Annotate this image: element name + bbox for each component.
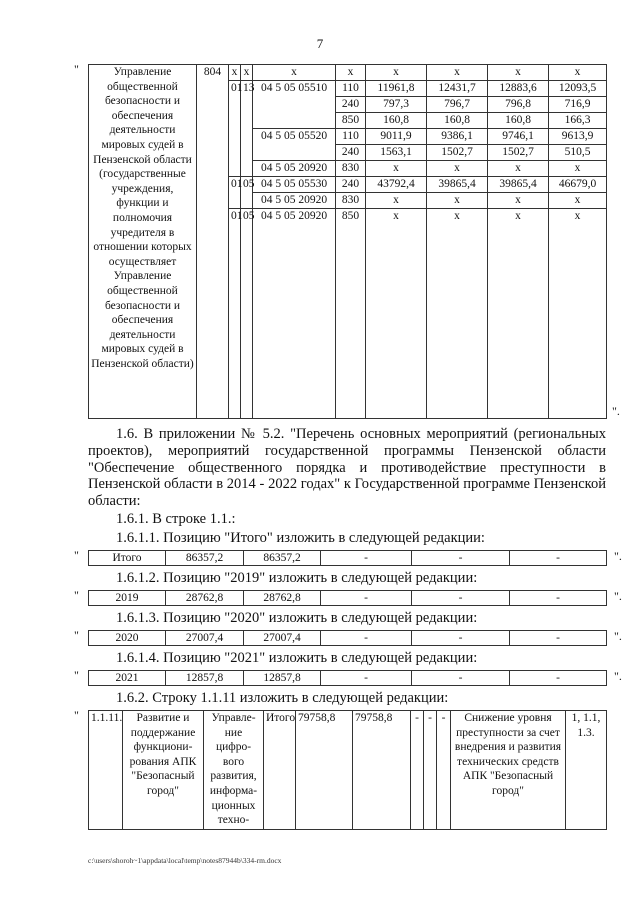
table-cell: x — [488, 193, 549, 209]
table-cell: x — [488, 65, 549, 81]
table-cell: 39865,4 — [488, 177, 549, 193]
table-row — [89, 711, 607, 830]
table-cell: 1502,7 — [427, 145, 488, 161]
table-row — [89, 671, 607, 686]
table-cell: 04 5 05 20920 — [253, 161, 336, 177]
table-cell: x — [229, 65, 241, 81]
table-cell: 11961,8 — [366, 81, 427, 97]
table-cell: Снижение уровня преступности за счет внедрения и развития технических средств АПК "Безопасный город" — [451, 711, 566, 830]
item-heading: 1.6.1.1. Позицию "Итого" изложить в следующей редакции: — [116, 530, 485, 546]
table-cell: 2021 — [89, 671, 166, 686]
paragraph-1-6-2: 1.6.2. Строку 1.1.11 изложить в следующей редакции: — [116, 690, 449, 706]
table-cell: 1563,1 — [366, 145, 427, 161]
row-1-1-11-table — [88, 710, 607, 830]
table-cell: - — [510, 551, 607, 566]
footer-file-path: c:\users\shoroh~1\appdata\local\temp\notes87944b\334-rm.docx — [88, 856, 282, 865]
paragraph-1-6: 1.6. В приложении № 5.2. "Перечень основных мероприятий (региональных проектов), мероприятий государственной программы Пензенской области "Обеспечение общественного порядка и противодействие преступности в Пензенской области в 2014 - 2022 годах" к Государственной программе Пензенской области: — [88, 426, 606, 510]
table-cell: 04 5 05 05510 — [253, 81, 336, 129]
table-cell: x — [427, 193, 488, 209]
table-cell: 04 5 05 20920 — [253, 209, 336, 419]
table-cell: 510,5 — [549, 145, 607, 161]
table-cell: x — [427, 161, 488, 177]
table-cell: - — [321, 591, 412, 606]
table-cell: - — [424, 711, 437, 830]
table-cell: x — [549, 161, 607, 177]
table-cell: 9386,1 — [427, 129, 488, 145]
close-quote: ". — [614, 629, 622, 643]
table-cell: 9613,9 — [549, 129, 607, 145]
table-cell: 160,8 — [488, 113, 549, 129]
open-quote: " — [74, 588, 79, 602]
table-cell: 830 — [336, 161, 366, 177]
table-cell: 01 — [229, 209, 241, 419]
table-cell: 05 — [241, 209, 253, 419]
table-cell: 804 — [197, 65, 229, 419]
table-cell: x — [336, 65, 366, 81]
table-cell: 01 — [229, 81, 241, 177]
table-cell: 850 — [336, 209, 366, 419]
close-quote: ". — [612, 404, 620, 418]
table-cell: - — [412, 551, 510, 566]
table-cell: 05 — [241, 177, 253, 209]
table-cell: 28762,8 — [166, 591, 244, 606]
open-quote: " — [74, 708, 79, 722]
table-cell: x — [241, 65, 253, 81]
table-cell: 28762,8 — [244, 591, 321, 606]
table-row — [89, 631, 607, 646]
table-cell: 110 — [336, 129, 366, 145]
table-cell: 12857,8 — [244, 671, 321, 686]
table-cell: Управле-ние цифро-вого развития, информа-ционных техно- — [204, 711, 264, 830]
table-cell: 1, 1.1, 1.3. — [566, 711, 607, 830]
table-cell: 39865,4 — [427, 177, 488, 193]
open-quote: " — [74, 668, 79, 682]
table-cell: 46679,0 — [549, 177, 607, 193]
table-cell: 79758,8 — [296, 711, 353, 830]
table-row — [89, 591, 607, 606]
table-cell: 86357,2 — [166, 551, 244, 566]
table-cell: - — [411, 711, 424, 830]
table-cell: x — [366, 209, 427, 419]
close-quote: ". — [614, 669, 622, 683]
table-cell: 2020 — [89, 631, 166, 646]
table-cell: - — [510, 591, 607, 606]
budget-table — [88, 64, 607, 419]
item-heading: 1.6.1.2. Позицию "2019" изложить в следующей редакции: — [116, 570, 478, 586]
table-cell: - — [412, 631, 510, 646]
table-cell: x — [549, 209, 607, 419]
table-cell: x — [253, 65, 336, 81]
table-row — [89, 551, 607, 566]
open-quote: " — [74, 548, 79, 562]
table-cell: 01 — [229, 177, 241, 209]
table-cell: - — [510, 631, 607, 646]
table-cell: 04 5 05 05520 — [253, 129, 336, 161]
table-cell: - — [412, 671, 510, 686]
table-cell: 12093,5 — [549, 81, 607, 97]
table-cell: 166,3 — [549, 113, 607, 129]
table-cell: 86357,2 — [244, 551, 321, 566]
table-cell: - — [321, 551, 412, 566]
table-cell: 1502,7 — [488, 145, 549, 161]
table-cell: - — [412, 591, 510, 606]
position-table — [88, 590, 607, 606]
table-cell: 110 — [336, 81, 366, 97]
table-cell: 850 — [336, 113, 366, 129]
table-cell: 79758,8 — [353, 711, 411, 830]
table-cell: x — [549, 193, 607, 209]
table-cell: 796,7 — [427, 97, 488, 113]
table-cell: - — [321, 671, 412, 686]
item-heading: 1.6.1.3. Позицию "2020" изложить в следующей редакции: — [116, 610, 478, 626]
table-cell: x — [427, 65, 488, 81]
table-cell: 160,8 — [366, 113, 427, 129]
table-cell: 160,8 — [427, 113, 488, 129]
table-cell: 12883,6 — [488, 81, 549, 97]
table-cell: 716,9 — [549, 97, 607, 113]
table-cell: 27007,4 — [166, 631, 244, 646]
table-cell: x — [366, 65, 427, 81]
table-cell: 240 — [336, 97, 366, 113]
table-cell: 04 5 05 20920 — [253, 193, 336, 209]
table-cell: 240 — [336, 145, 366, 161]
table-cell: Итого — [89, 551, 166, 566]
position-table — [88, 670, 607, 686]
position-table — [88, 550, 607, 566]
table-cell: - — [437, 711, 451, 830]
table-cell: Развитие и поддержание функциони-рования АПК "Безопасный город" — [123, 711, 204, 830]
table-cell: 796,8 — [488, 97, 549, 113]
table-cell: 43792,4 — [366, 177, 427, 193]
table-cell: x — [549, 65, 607, 81]
table-cell: x — [366, 161, 427, 177]
item-heading: 1.6.1.4. Позицию "2021" изложить в следующей редакции: — [116, 650, 478, 666]
table-cell: - — [510, 671, 607, 686]
open-quote: " — [74, 628, 79, 642]
organization-name: Управление общественной безопасности и обеспечения деятельности мировых судей в Пензенской области (государственные учреждения, функции и полномочия учредителя в отношении которых осуществляет Управление общественной безопасности и обеспечения деятельности мировых судей в Пензенской области) — [89, 65, 197, 419]
table-cell: 2019 — [89, 591, 166, 606]
paragraph-1-6-1: 1.6.1. В строке 1.1.: — [116, 511, 236, 527]
table-cell: 9746,1 — [488, 129, 549, 145]
table-row — [89, 65, 607, 81]
table-cell: x — [488, 161, 549, 177]
table-cell: 13 — [241, 81, 253, 177]
table-cell: 9011,9 — [366, 129, 427, 145]
table-cell: x — [366, 193, 427, 209]
close-quote: ". — [614, 549, 622, 563]
close-quote: ". — [614, 589, 622, 603]
table-cell: 797,3 — [366, 97, 427, 113]
table-cell: 1.1.11. — [89, 711, 123, 830]
table-cell: 240 — [336, 177, 366, 193]
position-table — [88, 630, 607, 646]
table-cell: 04 5 05 05530 — [253, 177, 336, 193]
table-cell: x — [488, 209, 549, 419]
table-cell: 830 — [336, 193, 366, 209]
table-cell: x — [427, 209, 488, 419]
table-cell: - — [321, 631, 412, 646]
table-cell: 12857,8 — [166, 671, 244, 686]
table-cell: Итого — [264, 711, 296, 830]
table-cell: 27007,4 — [244, 631, 321, 646]
open-quote: " — [74, 62, 79, 76]
page-number: 7 — [316, 36, 324, 51]
table-cell: 12431,7 — [427, 81, 488, 97]
